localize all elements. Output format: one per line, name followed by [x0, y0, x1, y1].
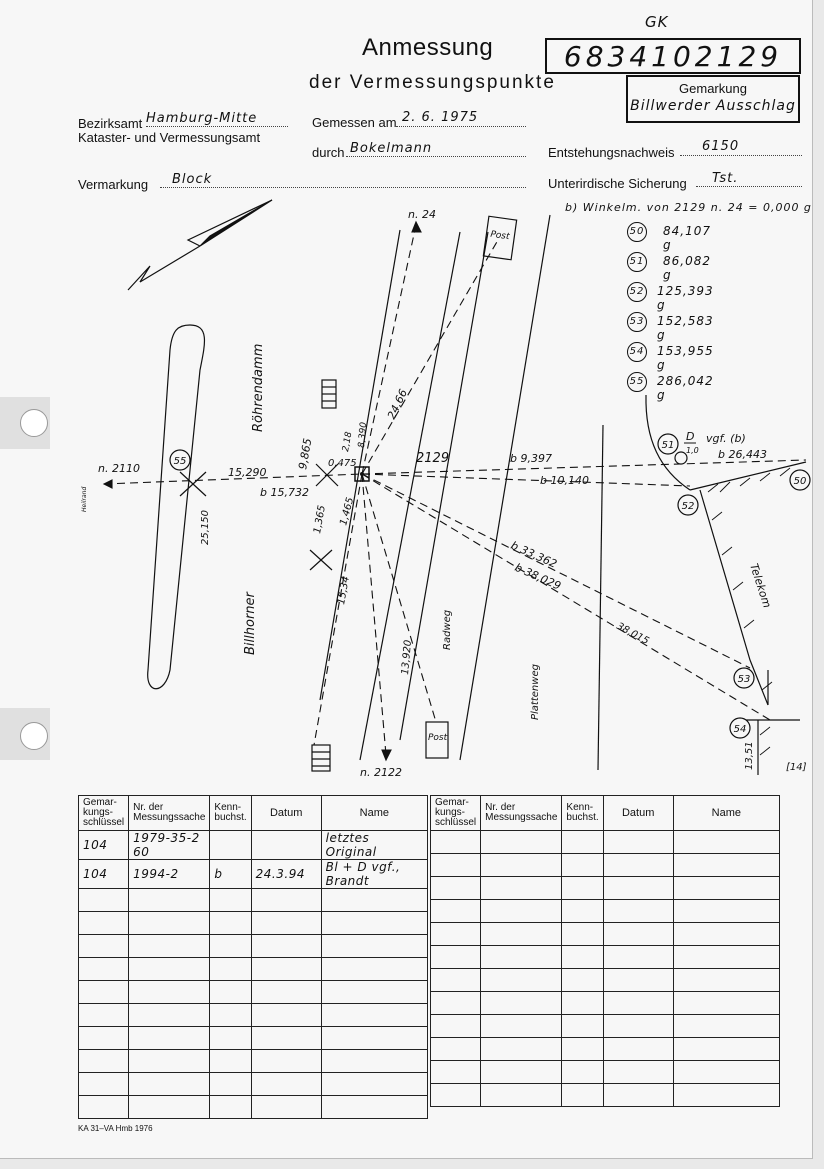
- label-54: 54: [733, 724, 747, 735]
- gemessen-value: 2. 6. 1975: [402, 110, 479, 125]
- cell-kenn: [210, 831, 251, 860]
- col-nr: Nr. der Messungssache: [481, 796, 562, 831]
- angle-value: 153,955 g: [657, 344, 714, 372]
- label-d: D: [686, 430, 695, 443]
- m-25150: 25,150: [200, 510, 211, 545]
- angle-point: 50: [627, 222, 647, 242]
- form-footer: KA 31–VA Hmb 1976: [78, 1124, 153, 1133]
- unterirdisch-label: Unterirdische Sicherung: [548, 176, 687, 191]
- col-nr: Nr. der Messungssache: [129, 796, 210, 831]
- register-table-right: [430, 795, 780, 1107]
- traffic-island: [148, 325, 205, 689]
- gemarkung-label: Gemarkung: [679, 81, 747, 96]
- angle-value: 152,583 g: [657, 314, 714, 342]
- m-b15732: b 15,732: [260, 486, 309, 499]
- col-name: Name: [321, 796, 427, 831]
- vermarkung-label: Vermarkung: [78, 177, 149, 192]
- cell-nr: 1994-2: [129, 860, 210, 889]
- cell-name: Bl + D vgf., Brandt: [321, 860, 427, 889]
- label-post2: Post: [428, 733, 448, 743]
- table-row: [79, 860, 428, 889]
- label-55: 55: [173, 456, 187, 467]
- m-1365: 1,365: [312, 504, 328, 535]
- steps-symbol: [312, 745, 330, 771]
- m-b33362: b 33,362: [508, 538, 559, 571]
- angle-point: 52: [627, 282, 647, 302]
- bezirksamt-value: Hamburg-Mitte: [146, 111, 258, 126]
- cell-kenn: b: [210, 860, 251, 889]
- vermarkung-value: Block: [172, 172, 213, 187]
- label-51: 51: [661, 440, 675, 451]
- point-number: 6834102129: [563, 39, 783, 73]
- title-anmessung: Anmessung: [362, 34, 494, 61]
- bezirksamt-label: Bezirksamt: [78, 116, 143, 131]
- label-telekom: Telekom: [747, 561, 774, 610]
- register-table-left: [78, 795, 428, 1119]
- entstehung-value: 6150: [702, 139, 740, 154]
- cell-nr: 1979-35-2 60: [129, 831, 210, 860]
- cell-schluessel: 104: [79, 831, 129, 860]
- entstehung-label: Entstehungsnachweis: [548, 145, 675, 160]
- label-vgf: vgf. (b): [706, 432, 746, 445]
- cell-schluessel: 104: [79, 860, 129, 889]
- label-53: 53: [737, 674, 751, 685]
- label-d-sub: 1,0: [686, 446, 699, 455]
- label-50: 50: [793, 476, 807, 487]
- label-n2122: n. 2122: [360, 766, 402, 779]
- m-13-51: 13,51: [744, 741, 755, 770]
- m-b10140: b 10,140: [540, 474, 589, 487]
- col-schluessel: Gemar-kungs-schlüssel: [79, 796, 129, 831]
- m-9865: 9,865: [296, 437, 315, 471]
- gk-mark: GK: [645, 13, 669, 31]
- hatch-marks: [708, 468, 790, 755]
- m-b38029: b 38,029: [512, 560, 563, 593]
- m-2-18: 2,18: [341, 431, 355, 453]
- col-datum: Datum: [251, 796, 321, 831]
- unterirdisch-value: Tst.: [712, 171, 739, 186]
- m-8390: 8,390: [357, 421, 370, 449]
- col-datum: Datum: [603, 796, 673, 831]
- label-post1: Post: [489, 229, 511, 243]
- m-b26443: b 26,443: [718, 448, 767, 461]
- angle-point: 55: [627, 372, 647, 392]
- m-24-66: 24,66: [384, 387, 411, 422]
- fence-line: [690, 462, 806, 490]
- angle-point: 53: [627, 312, 647, 332]
- cell-datum: [251, 831, 321, 860]
- street-plattenweg: Plattenweg: [530, 664, 541, 720]
- angle-heading: b) Winkelm. von 2129 n. 24 = 0,000 g: [565, 201, 812, 214]
- angle-point: 51: [627, 252, 647, 272]
- angle-value: 286,042 g: [657, 374, 714, 402]
- amt-label: Kataster- und Vermessungsamt: [78, 130, 261, 145]
- street-roehrendamm: Röhrendamm: [251, 343, 266, 432]
- m-15-34: 15,34: [336, 575, 352, 606]
- label-52: 52: [681, 501, 695, 512]
- durch-value: Bokelmann: [350, 141, 433, 156]
- angle-value: 125,393 g: [657, 284, 714, 312]
- gemessen-label: Gemessen am: [312, 115, 397, 130]
- col-name: Name: [673, 796, 779, 831]
- label-heilrand: Heilrand: [81, 486, 88, 512]
- col-kenn: Kenn-buchst.: [562, 796, 603, 831]
- gemarkung-value: Billwerder Ausschlag: [630, 98, 796, 114]
- cell-datum: 24.3.94: [251, 860, 321, 889]
- col-kenn: Kenn-buchst.: [210, 796, 251, 831]
- label-n2110: n. 2110: [98, 462, 140, 475]
- street-billhorner: Billhorner: [243, 592, 258, 655]
- m-13920: 13,920: [400, 639, 415, 676]
- angle-value: 84,107 g: [663, 224, 711, 252]
- label-n24: n. 24: [408, 208, 436, 221]
- north-arrow-icon: [128, 200, 272, 290]
- m-0475: 0,475: [328, 458, 357, 469]
- kerb-line: [598, 425, 603, 770]
- angle-point: 54: [627, 342, 647, 362]
- angle-value: 86,082 g: [663, 254, 711, 282]
- durch-label: durch: [312, 145, 345, 160]
- m-15290: 15,290: [228, 466, 267, 479]
- street-radweg: Radweg: [442, 609, 453, 650]
- cell-name: letztes Original: [321, 831, 427, 860]
- table-row: [79, 831, 428, 860]
- m-14: [14]: [786, 762, 807, 773]
- m-b9397: b 9,397: [510, 452, 552, 465]
- kerb-line: [400, 232, 488, 740]
- col-schluessel: Gemar-kungs-schlüssel: [431, 796, 481, 831]
- m-1465: 1,465: [338, 496, 357, 527]
- title-vermessungspunkte: der Vermessungspunkte: [309, 72, 556, 93]
- label-2129: 2129: [416, 451, 450, 466]
- m-38015: 38,015: [614, 620, 651, 648]
